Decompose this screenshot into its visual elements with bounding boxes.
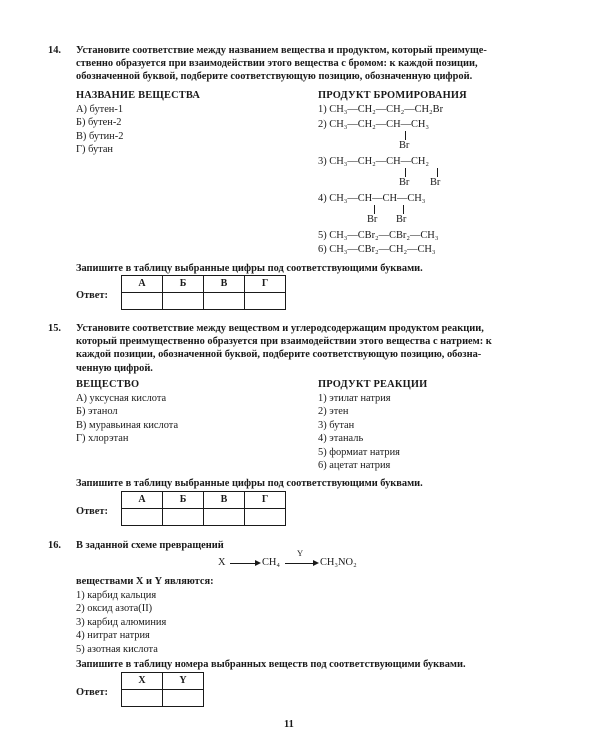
q14-text-line: ственно образуется при взаимодействии этого вещества с бромом: к каждой позиции, xyxy=(76,58,478,70)
list-item: 2) оксид азота(II) xyxy=(76,603,153,615)
table-header-cell: В xyxy=(204,276,245,293)
q14-product-1 xyxy=(318,103,443,116)
product-number: 4) xyxy=(318,193,327,204)
product-formula: CH₃—CH—CH—CH₃ xyxy=(329,193,426,204)
answer-cell[interactable] xyxy=(163,690,204,707)
list-item: 4) этаналь xyxy=(318,433,364,445)
q14-text-line: обозначенной буквой, подберите соответствующую позицию, обозначенную цифрой. xyxy=(76,71,473,83)
table-header-cell: X xyxy=(122,673,163,690)
q14-product-2 xyxy=(318,118,429,131)
product-formula: CH₃—CBr₂—CH₂—CH₃ xyxy=(329,244,436,255)
q14-product-3 xyxy=(318,155,429,168)
scheme-reagent-y: Y xyxy=(297,548,304,558)
q15-substance-list xyxy=(76,392,178,446)
answer-cell[interactable] xyxy=(245,509,286,526)
list-item: 1) этилат натрия xyxy=(318,393,391,404)
product-number: 3) xyxy=(318,156,327,167)
answer-cell[interactable] xyxy=(204,509,245,526)
table-header-cell: Г xyxy=(245,492,286,509)
q14-right-header: ПРОДУКТ БРОМИРОВАНИЯ xyxy=(318,90,467,101)
list-item: Г) хлорэтан xyxy=(76,433,129,445)
question-14-number: 14. xyxy=(48,45,61,56)
substituent-br: Br xyxy=(396,214,407,225)
product-formula: CH₃—CH₂—CH₂—CH₂Br xyxy=(329,104,444,115)
q14-product-5 xyxy=(318,229,438,242)
table-header-cell: А xyxy=(122,276,163,293)
scheme-product: CH₃NO₂ xyxy=(320,557,357,568)
scheme-intermediate: CH₄ xyxy=(262,557,281,568)
q14-product-4 xyxy=(318,192,425,205)
q16-options-list xyxy=(76,589,166,656)
q15-instruction: Запишите в таблицу выбранные цифры под соответствующими буквами. xyxy=(76,478,423,489)
list-item: Г) бутан xyxy=(76,144,113,156)
answer-cell[interactable] xyxy=(204,293,245,310)
substituent-br: Br xyxy=(367,214,378,225)
q16-answer-table xyxy=(121,672,204,707)
question-16-intro: В заданной схеме превращений xyxy=(76,540,224,551)
list-item: В) бутин-2 xyxy=(76,130,124,142)
reaction-arrow-1 xyxy=(230,563,257,564)
table-header-cell: Г xyxy=(245,276,286,293)
q14-substance-list xyxy=(76,103,123,157)
q15-left-header: ВЕЩЕСТВО xyxy=(76,379,140,390)
product-number: 6) xyxy=(318,244,327,255)
answer-cell[interactable] xyxy=(163,293,204,310)
answer-cell[interactable] xyxy=(245,293,286,310)
list-item: 3) бутан xyxy=(318,419,355,431)
arrow-head-icon xyxy=(255,560,261,566)
substituent-br: Br xyxy=(430,177,441,188)
table-header-cell: В xyxy=(204,492,245,509)
product-formula: CH₃—CH₂—CH—CH₂ xyxy=(329,156,430,167)
list-item: Б) этанол xyxy=(76,406,118,418)
q14-text-line: Установите соответствие между названием вещества и продуктом, который преимуще- xyxy=(76,45,487,56)
list-item: 5) азотная кислота xyxy=(76,643,158,655)
list-item: 2) этен xyxy=(318,406,349,418)
answer-cell[interactable] xyxy=(122,293,163,310)
reaction-arrow-2 xyxy=(285,563,315,564)
answer-cell[interactable] xyxy=(122,690,163,707)
question-14-text xyxy=(76,44,531,84)
q14-answer-table xyxy=(121,275,286,310)
q15-text-line: который преимущественно образуется при взаимодействии этого вещества с натрием: к xyxy=(76,336,492,348)
list-item: 5) формиат натрия xyxy=(318,446,400,458)
q15-product-list xyxy=(318,392,400,472)
q15-text-line: ченную цифрой. xyxy=(76,362,153,374)
list-item: А) бутен-1 xyxy=(76,104,124,115)
substituent-br: Br xyxy=(399,140,410,151)
table-header-cell: Б xyxy=(163,492,204,509)
list-item: 1) карбид кальция xyxy=(76,590,157,601)
q14-product-6 xyxy=(318,243,436,256)
product-formula: CH₃—CH₂—CH—CH₃ xyxy=(329,119,430,130)
q15-answer-label: Ответ: xyxy=(76,506,108,517)
product-formula: CH₃—CBr₂—CBr₂—CH₃ xyxy=(329,230,439,241)
question-15-text xyxy=(76,322,531,375)
list-item: В) муравьиная кислота xyxy=(76,419,179,431)
question-15-number: 15. xyxy=(48,323,61,334)
q16-question: веществами X и Y являются: xyxy=(76,576,214,587)
arrow-head-icon xyxy=(313,560,319,566)
q15-right-header: ПРОДУКТ РЕАКЦИИ xyxy=(318,379,428,390)
question-16-number: 16. xyxy=(48,540,61,551)
list-item: 6) ацетат натрия xyxy=(318,459,391,471)
q15-answer-table xyxy=(121,491,286,526)
q16-instruction: Запишите в таблицу номера выбранных веществ под соответствующими буквами. xyxy=(76,659,466,670)
page-number: 11 xyxy=(284,719,294,730)
answer-cell[interactable] xyxy=(122,509,163,526)
q14-instruction: Запишите в таблицу выбранные цифры под соответствующими буквами. xyxy=(76,263,423,274)
scheme-reactant-x: X xyxy=(218,557,226,568)
substituent-br: Br xyxy=(399,177,410,188)
product-number: 2) xyxy=(318,119,327,130)
list-item: 3) карбид алюминия xyxy=(76,616,167,628)
q14-left-header: НАЗВАНИЕ ВЕЩЕСТВА xyxy=(76,90,201,101)
table-header-cell: Y xyxy=(163,673,204,690)
answer-cell[interactable] xyxy=(163,509,204,526)
product-number: 1) xyxy=(318,104,327,115)
q15-text-line: каждой позиции, обозначенной буквой, подберите соответствующую позицию, обозна- xyxy=(76,349,482,361)
table-header-cell: Б xyxy=(163,276,204,293)
q14-answer-label: Ответ: xyxy=(76,290,108,301)
q16-answer-label: Ответ: xyxy=(76,687,108,698)
list-item: Б) бутен-2 xyxy=(76,117,122,129)
product-number: 5) xyxy=(318,230,327,241)
list-item: А) уксусная кислота xyxy=(76,393,167,404)
list-item: 4) нитрат натрия xyxy=(76,630,150,642)
q15-text-line: Установите соответствие между веществом и углеродсодержащим продуктом реакции, xyxy=(76,323,484,334)
table-header-cell: А xyxy=(122,492,163,509)
